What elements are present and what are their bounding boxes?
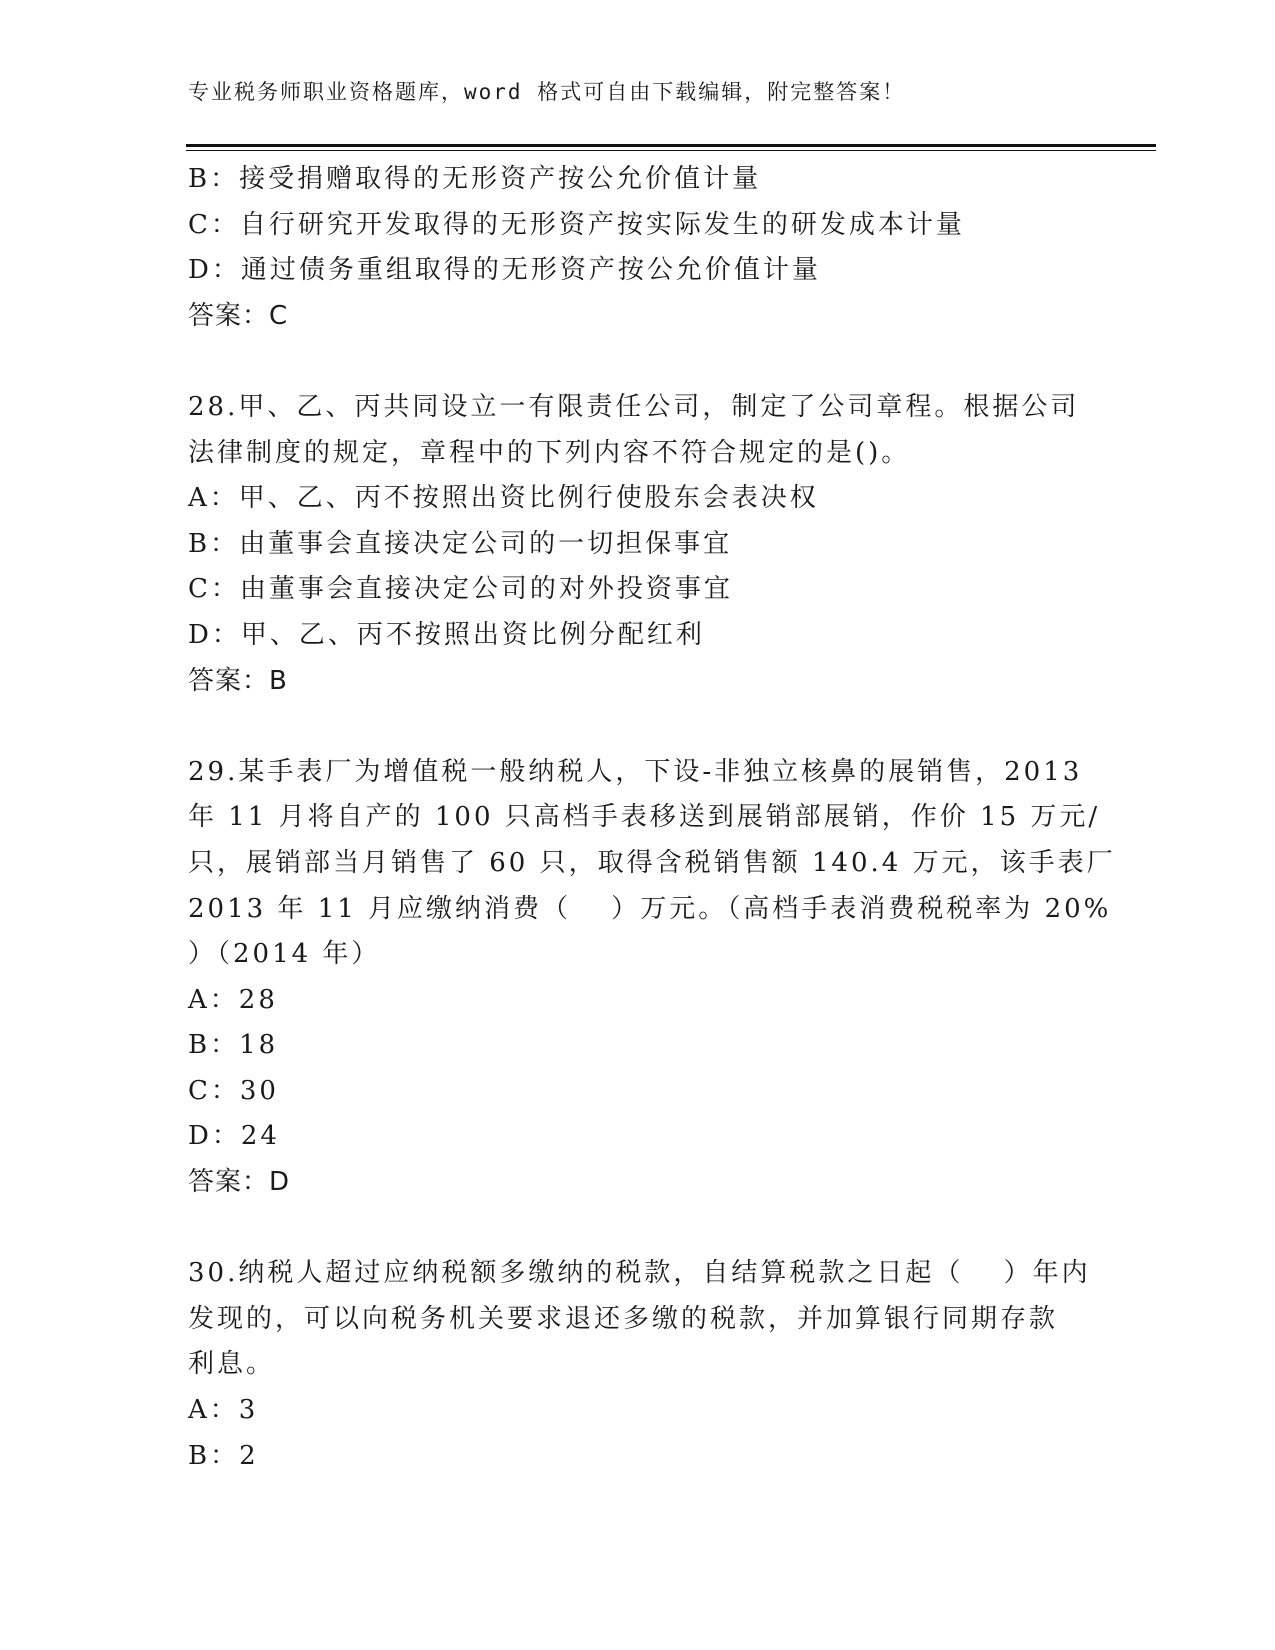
question-stem-line: 29.某手表厂为增值税一般纳税人，下设-非独立核鼻的展销售，2013 xyxy=(188,756,1083,787)
question-stem-line: 利息。 xyxy=(188,1349,276,1380)
option-a: A：甲、乙、丙不按照出资比例行使股东会表决权 xyxy=(188,483,819,514)
option-d: D：24 xyxy=(188,1121,280,1152)
option-c: C：自行研究开发取得的无形资产按实际发生的研发成本计量 xyxy=(188,209,965,240)
option-d: D：通过债务重组取得的无形资产按公允价值计量 xyxy=(188,255,821,286)
option-b: B：接受捐赠取得的无形资产按公允价值计量 xyxy=(188,164,762,194)
question-stem-line: 发现的，可以向税务机关要求退还多缴的税款，并加算银行同期存款 xyxy=(188,1303,1059,1334)
question-stem-line: 30.纳税人超过应纳税额多缴纳的税款，自结算税款之日起（ ）年内 xyxy=(188,1258,1091,1289)
option-b: B：18 xyxy=(188,1030,279,1061)
option-c: C：由董事会直接决定公司的对外投资事宜 xyxy=(188,574,733,605)
option-c: C：30 xyxy=(188,1075,279,1106)
answer-line: 答案：D xyxy=(188,1167,291,1198)
question-stem-line: 28.甲、乙、丙共同设立一有限责任公司，制定了公司章程。根据公司 xyxy=(188,391,1080,422)
spacer xyxy=(188,1206,1088,1252)
question-stem-line: 只，展销部当月销售了 60 只，取得含税销售额 140.4 万元，该手表厂 xyxy=(188,847,1116,878)
question-stem-line: 2013 年 11 月应缴纳消费（ ）万元。（高档手表消费税税率为 20% xyxy=(188,893,1112,924)
header-rule-thin xyxy=(186,150,1156,151)
question-stem-line: ）（2014 年） xyxy=(188,939,381,970)
page-header: 专业税务师职业资格题库，word 格式可自由下载编辑，附完整答案！ xyxy=(188,80,906,104)
spacer xyxy=(188,704,1088,750)
question-30-block xyxy=(188,1251,1091,1479)
header-rule-thick xyxy=(186,144,1156,147)
answer-line: 答案：C xyxy=(188,300,289,331)
option-a: A：28 xyxy=(188,984,278,1015)
option-a: A：3 xyxy=(188,1395,259,1426)
question-29-block xyxy=(188,750,1116,1206)
option-b: B：由董事会直接决定公司的一切担保事宜 xyxy=(188,528,733,559)
answer-line: 答案：B xyxy=(188,665,288,696)
question-content xyxy=(188,157,1116,1479)
question-28-block xyxy=(188,385,1088,704)
prev-question-block xyxy=(188,157,1088,339)
question-stem-line: 年 11 月将自产的 100 只高档手表移送到展销部展销，作价 15 万元/ xyxy=(188,802,1101,833)
option-d: D：甲、乙、丙不按照出资比例分配红利 xyxy=(188,619,705,650)
option-b: B：2 xyxy=(188,1440,259,1471)
question-stem-line: 法律制度的规定，章程中的下列内容不符合规定的是()。 xyxy=(188,437,911,468)
spacer xyxy=(188,339,1088,385)
